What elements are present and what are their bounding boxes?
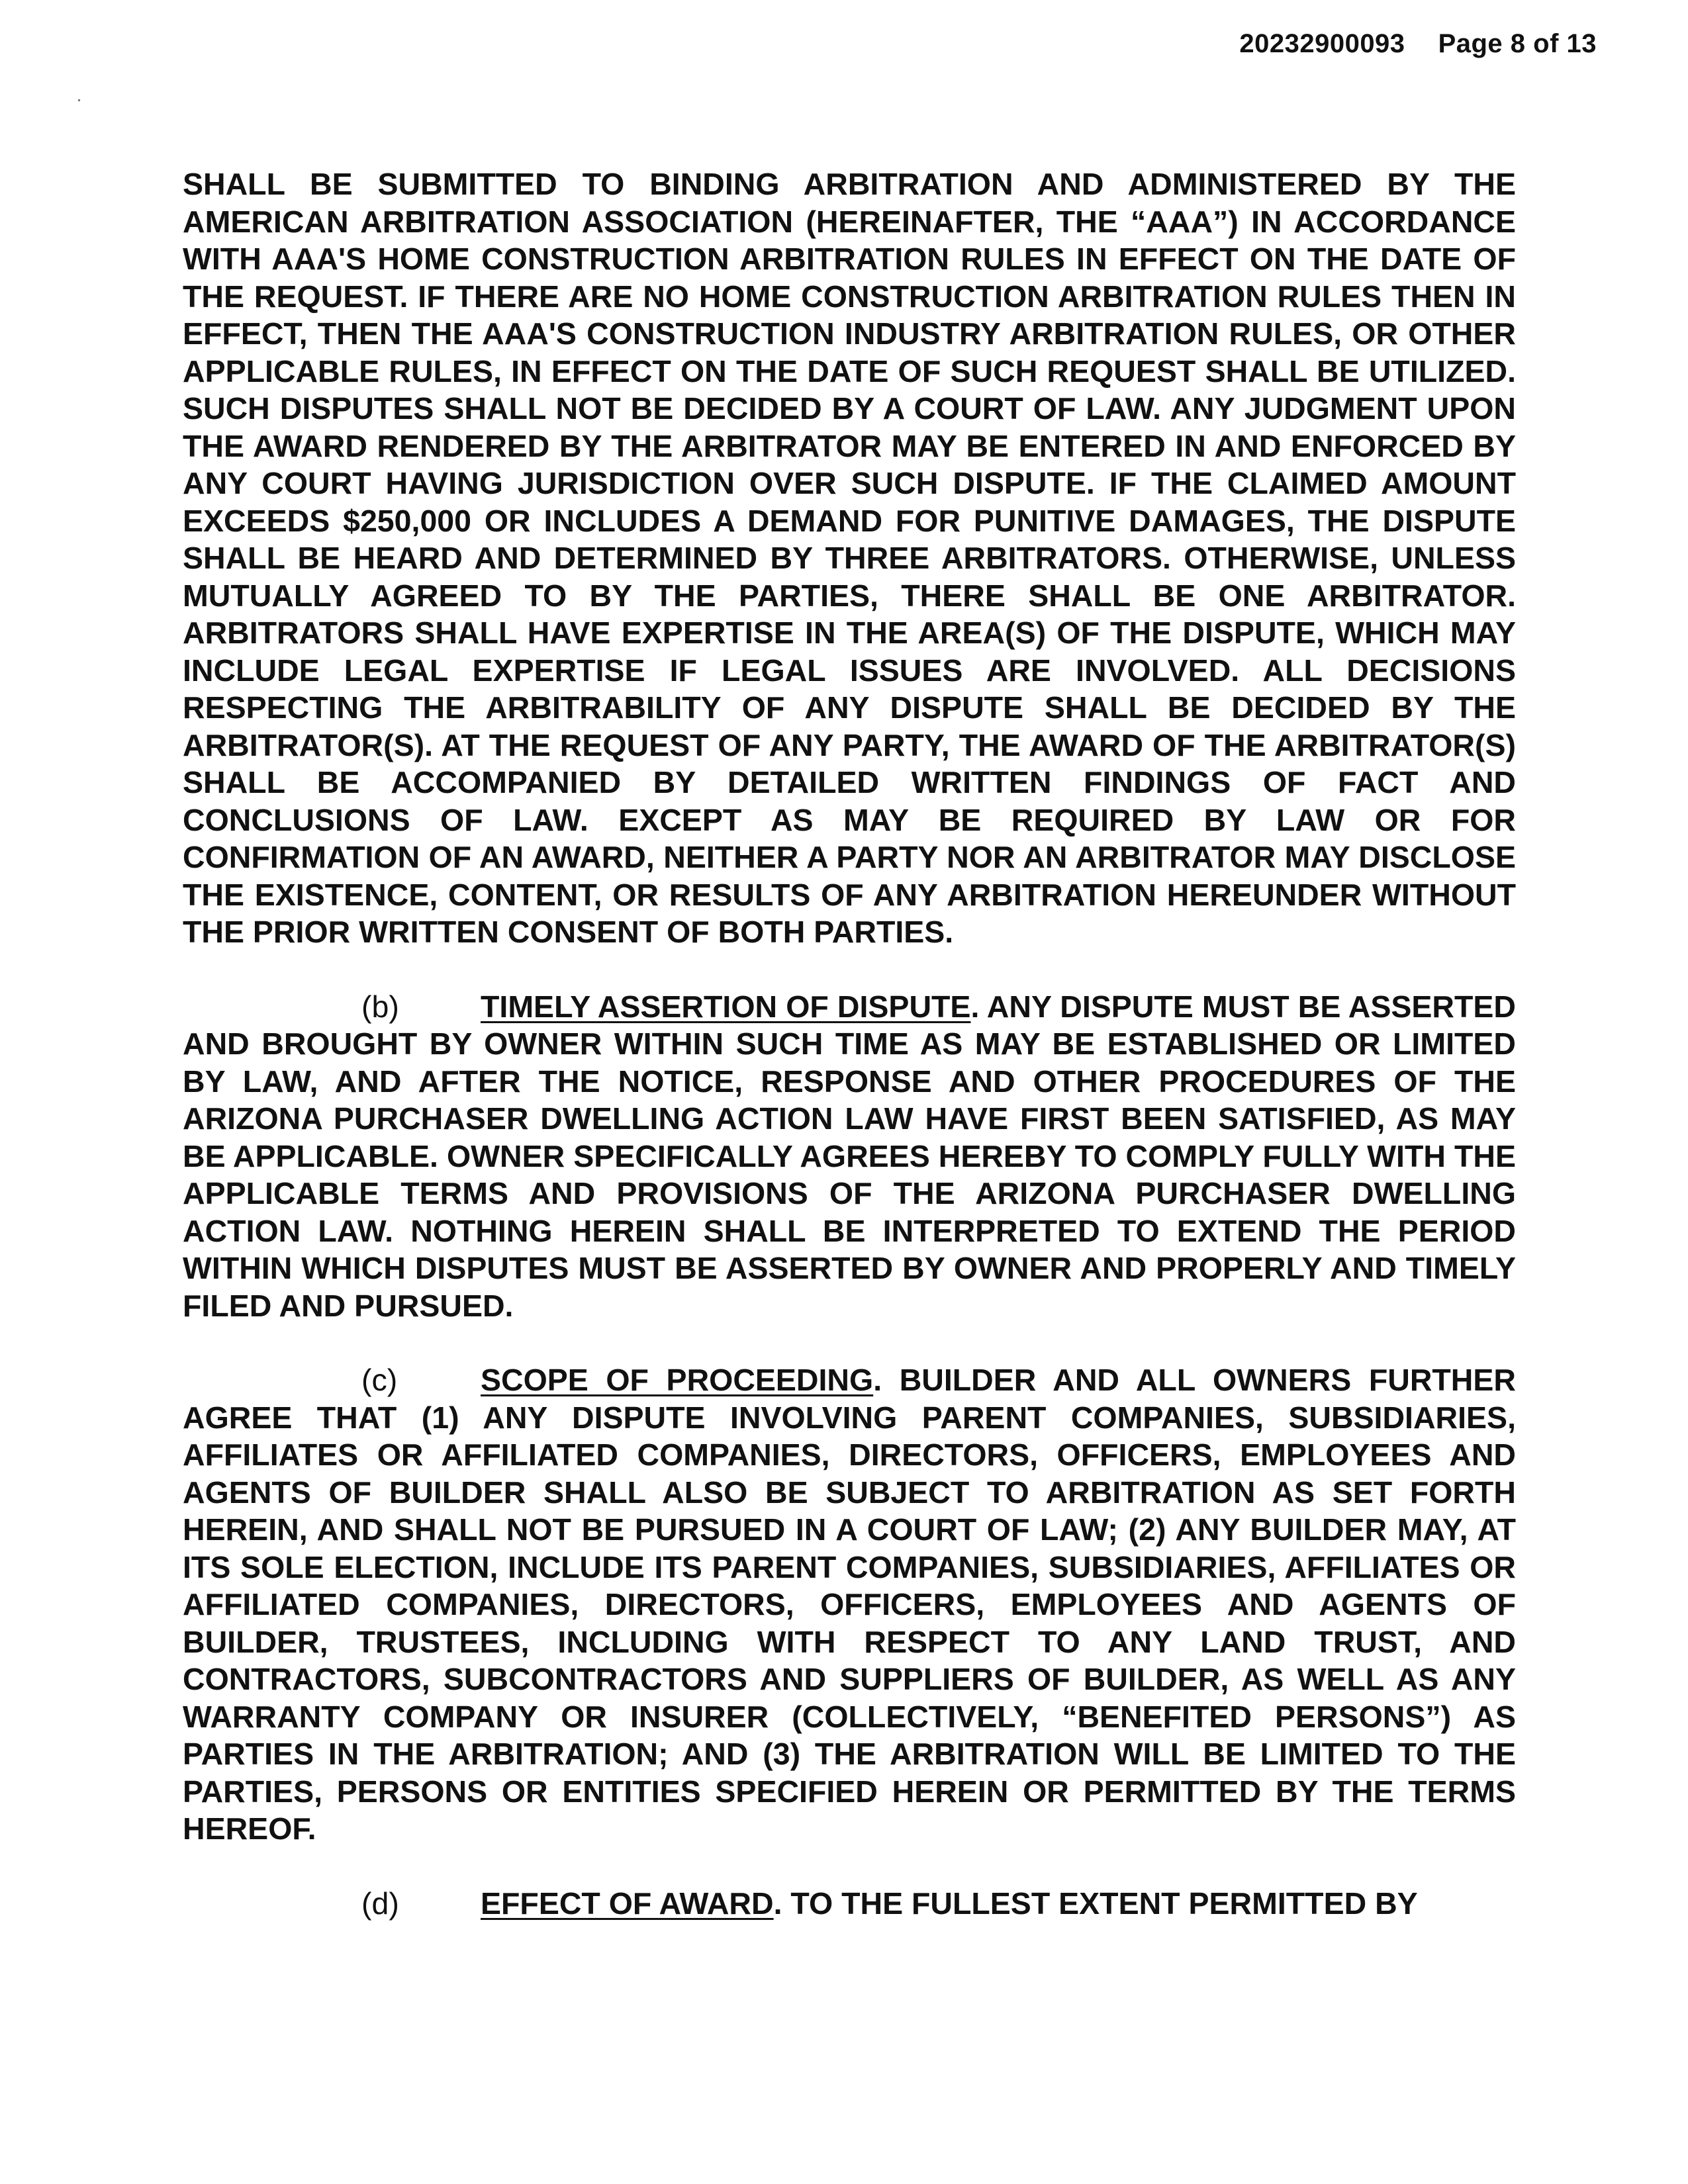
scan-speck	[78, 99, 80, 101]
paragraph-b	[183, 988, 1516, 1325]
paragraph-continuation	[183, 165, 1516, 951]
document-body	[183, 165, 1516, 1959]
paragraph-label: (b)	[361, 989, 399, 1024]
paragraph-text: . ANY DISPUTE MUST BE ASSERTED AND BROUGHT BY OWNER WITHIN SUCH TIME AS MAY BE ESTABLISHED OR LIMITED BY LAW, AND AFTER THE NOTICE, RESPONSE AND OTHER PROCEDURES OF THE ARIZONA PURCHASER DWELLING ACTION LAW HAVE FIRST BEEN SATISFIED, AS MAY BE APPLICABLE. OWNER SPECIFICALLY AGREES HEREBY TO COMPLY FULLY WITH THE APPLICABLE TERMS AND PROVISIONS OF THE ARIZONA PURCHASER DWELLING ACTION LAW. NOTHING HEREIN SHALL BE INTERPRETED TO EXTEND THE PERIOD WITHIN WHICH DISPUTES MUST BE ASSERTED BY OWNER AND PROPERLY AND TIMELY FILED AND PURSUED.	[183, 989, 1516, 1323]
paragraph-text: SHALL BE SUBMITTED TO BINDING ARBITRATION AND ADMINISTERED BY THE AMERICAN ARBITRATION ASSOCIATION (HEREINAFTER, THE “AAA”) IN ACCORDANCE WITH AAA'S HOME CONSTRUCTION ARBITRATION RULES IN EFFECT ON THE DATE OF THE REQUEST. IF THERE ARE NO HOME CONSTRUCTION ARBITRATION RULES THEN IN EFFECT, THEN THE AAA'S CONSTRUCTION INDUSTRY ARBITRATION RULES, OR OTHER APPLICABLE RULES, IN EFFECT ON THE DATE OF SUCH REQUEST SHALL BE UTILIZED. SUCH DISPUTES SHALL NOT BE DECIDED BY A COURT OF LAW. ANY JUDGMENT UPON THE AWARD RENDERED BY THE ARBITRATOR MAY BE ENTERED IN AND ENFORCED BY ANY COURT HAVING JURISDICTION OVER SUCH DISPUTE. IF THE CLAIMED AMOUNT EXCEEDS $250,000 OR INCLUDES A DEMAND FOR PUNITIVE DAMAGES, THE DISPUTE SHALL BE HEARD AND DETERMINED BY THREE ARBITRATORS. OTHERWISE, UNLESS MUTUALLY AGREED TO BY THE PARTIES, THERE SHALL BE ONE ARBITRATOR. ARBITRATORS SHALL HAVE EXPERTISE IN THE AREA(S) OF THE DISPUTE, WHICH MAY INCLUDE LEGAL EXPERTISE IF LEGAL ISSUES ARE INVOLVED. ALL DECISIONS RESPECTING THE ARBITRABILITY OF ANY DISPUTE SHALL BE DECIDED BY THE ARBITRATOR(S). AT THE REQUEST OF ANY PARTY, THE AWARD OF THE ARBITRATOR(S) SHALL BE ACCOMPANIED BY DETAILED WRITTEN FINDINGS OF FACT AND CONCLUSIONS OF LAW. EXCEPT AS MAY BE REQUIRED BY LAW OR FOR CONFIRMATION OF AN AWARD, NEITHER A PARTY NOR AN ARBITRATOR MAY DISCLOSE THE EXISTENCE, CONTENT, OR RESULTS OF ANY ARBITRATION HEREUNDER WITHOUT THE PRIOR WRITTEN CONSENT OF BOTH PARTIES.	[183, 167, 1516, 949]
paragraph-heading: TIMELY ASSERTION OF DISPUTE	[481, 989, 971, 1024]
paragraph-text: . TO THE FULLEST EXTENT PERMITTED BY	[773, 1886, 1418, 1921]
page-header	[1239, 29, 1597, 59]
paragraph-label: (c)	[361, 1363, 398, 1397]
page-number: Page 8 of 13	[1438, 29, 1597, 58]
paragraph-heading: EFFECT OF AWARD	[481, 1886, 774, 1921]
paragraph-d	[183, 1885, 1516, 1923]
paragraph-heading: SCOPE OF PROCEEDING	[481, 1363, 874, 1397]
document-number: 20232900093	[1239, 29, 1405, 58]
paragraph-c	[183, 1361, 1516, 1848]
paragraph-label: (d)	[361, 1886, 399, 1921]
paragraph-text: . BUILDER AND ALL OWNERS FURTHER AGREE THAT (1) ANY DISPUTE INVOLVING PARENT COMPANIES, SUBSIDIARIES, AFFILIATES OR AFFILIATED COMPANIES, DIRECTORS, OFFICERS, EMPLOYEES AND AGENTS OF BUILDER SHALL ALSO BE SUBJECT TO ARBITRATION AS SET FORTH HEREIN, AND SHALL NOT BE PURSUED IN A COURT OF LAW; (2) ANY BUILDER MAY, AT ITS SOLE ELECTION, INCLUDE ITS PARENT COMPANIES, SUBSIDIARIES, AFFILIATES OR AFFILIATED COMPANIES, DIRECTORS, OFFICERS, EMPLOYEES AND AGENTS OF BUILDER, TRUSTEES, INCLUDING WITH RESPECT TO ANY LAND TRUST, AND CONTRACTORS, SUBCONTRACTORS AND SUPPLIERS OF BUILDER, AS WELL AS ANY WARRANTY COMPANY OR INSURER (COLLECTIVELY, “BENEFITED PERSONS”) AS PARTIES IN THE ARBITRATION; AND (3) THE ARBITRATION WILL BE LIMITED TO THE PARTIES, PERSONS OR ENTITIES SPECIFIED HEREIN OR PERMITTED BY THE TERMS HEREOF.	[183, 1363, 1516, 1846]
